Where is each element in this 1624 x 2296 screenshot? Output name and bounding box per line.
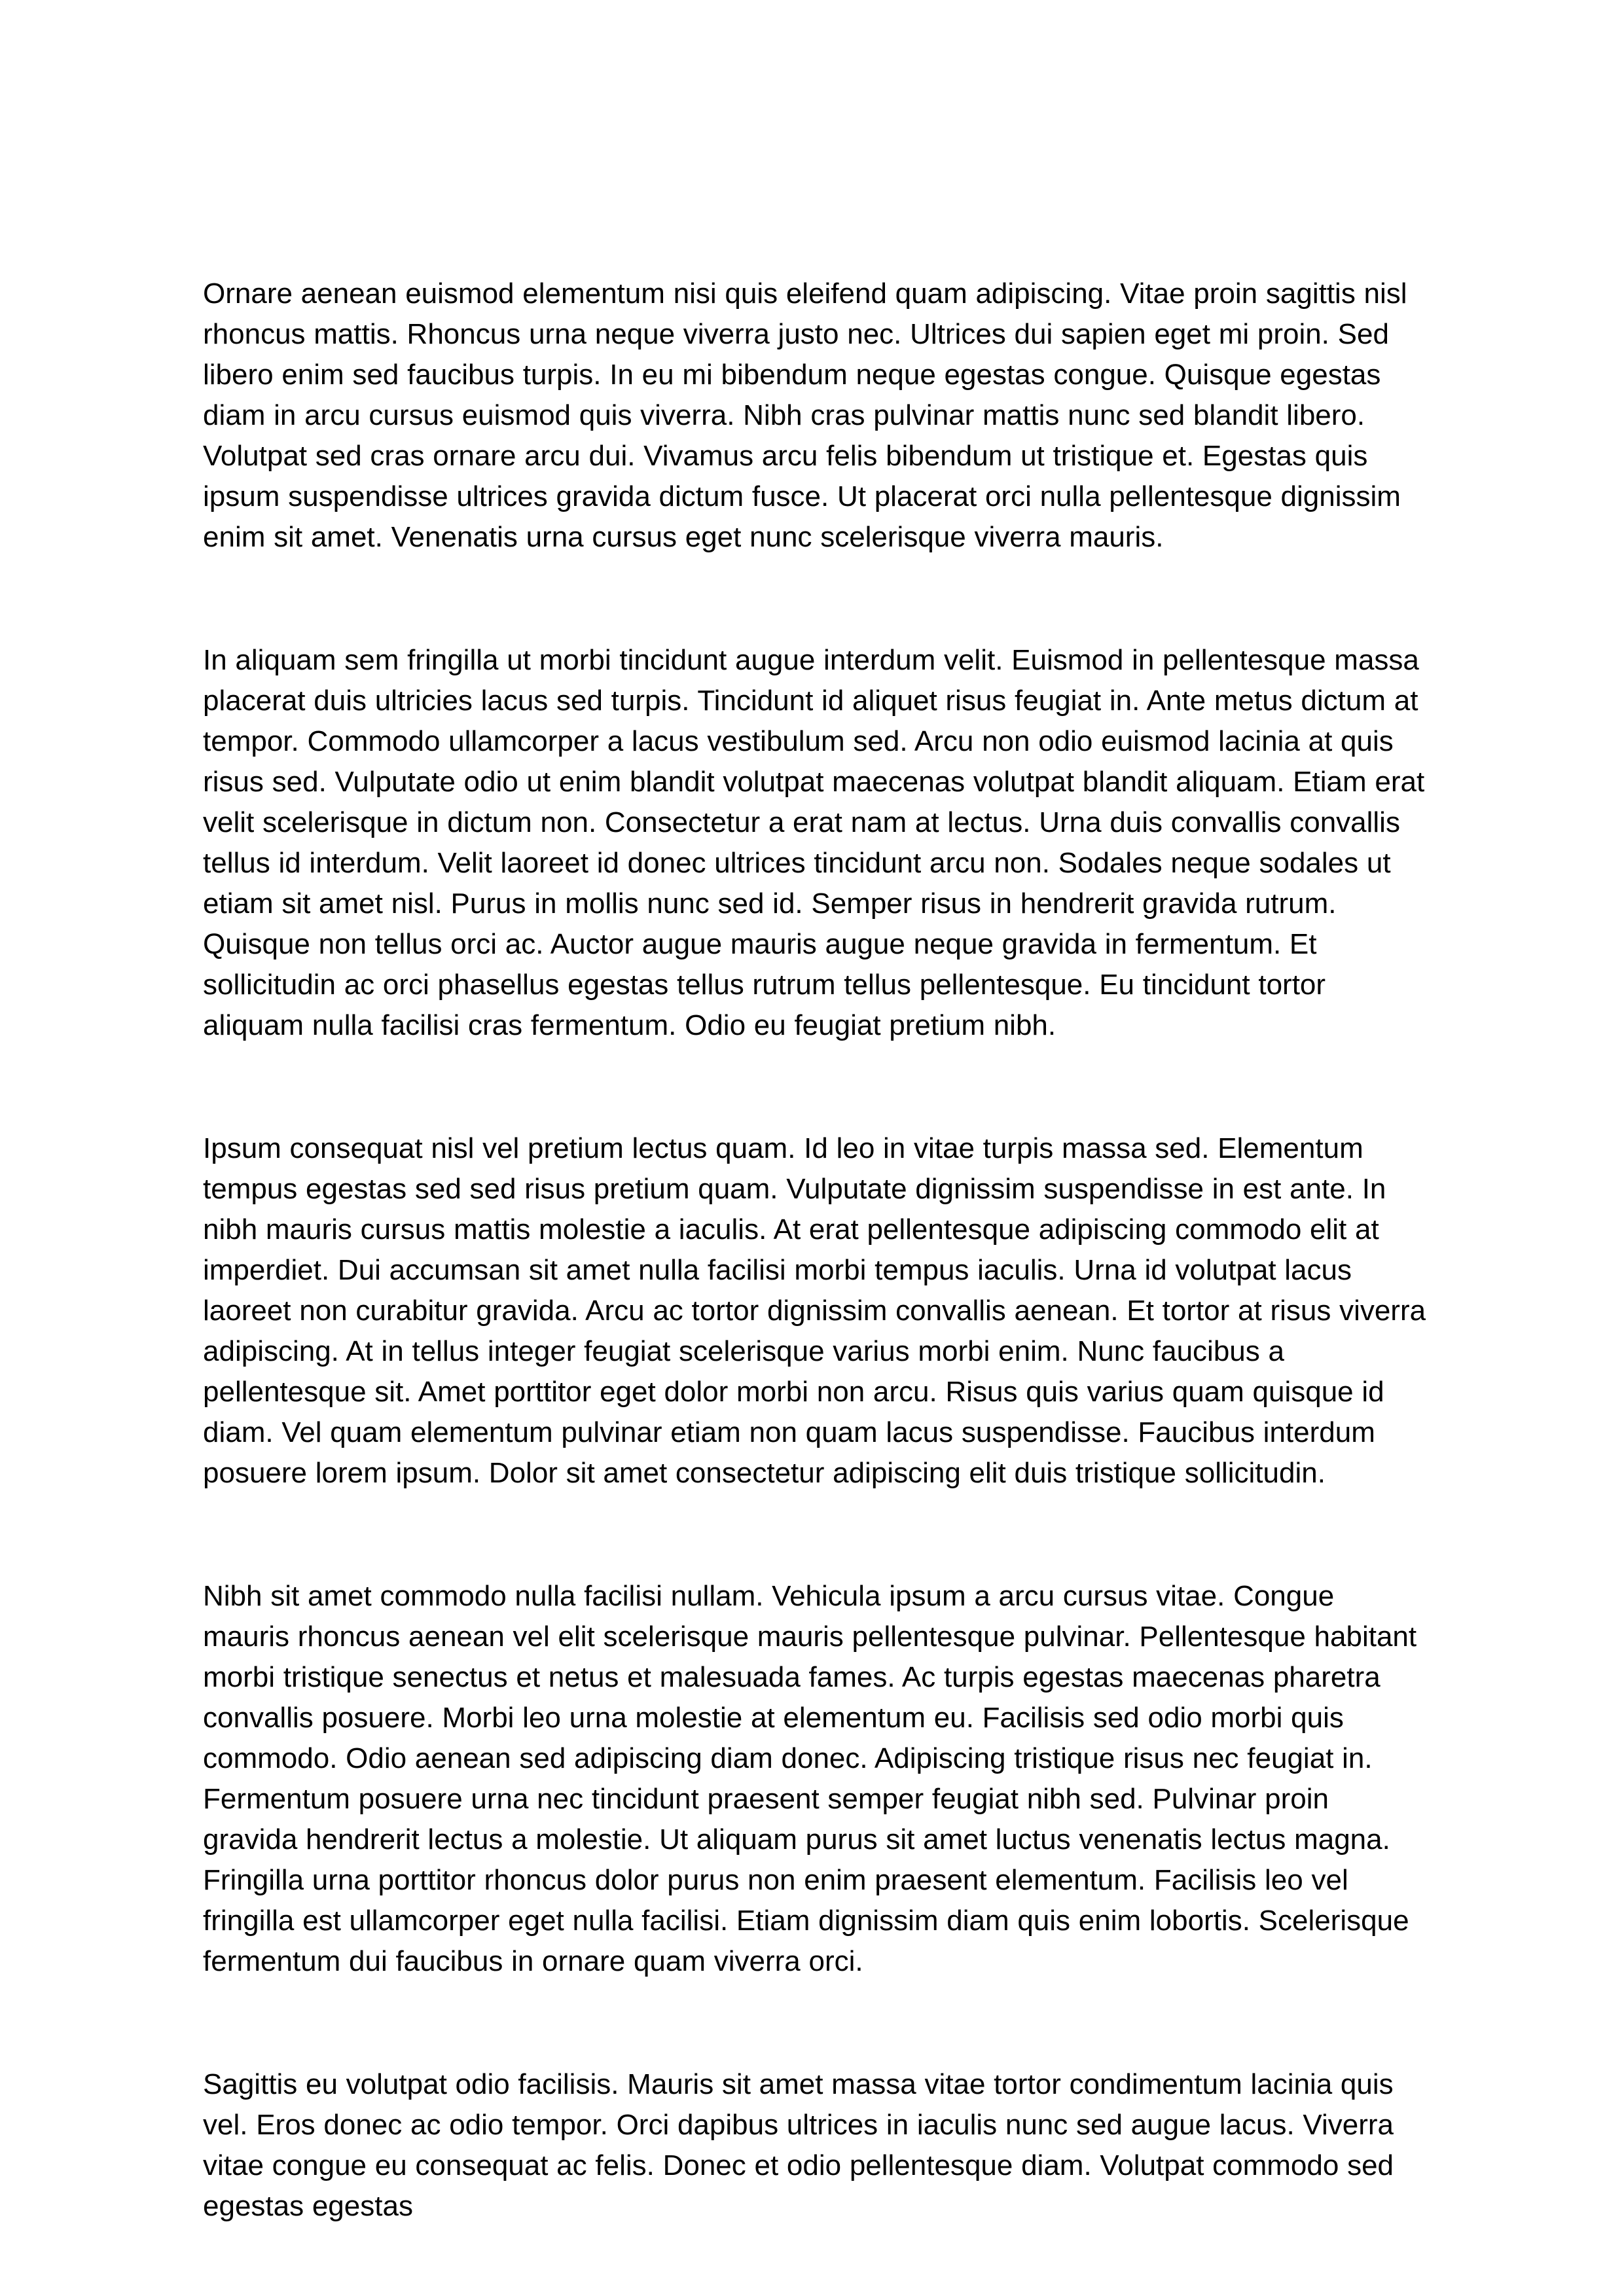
paragraph-4: Nibh sit amet commodo nulla facilisi nullam. Vehicula ipsum a arcu cursus vitae. Congue mauris rhoncus aenean vel elit scelerisque mauris pellentesque pulvinar. Pellentesque habitant morbi tristique senectus et netus et malesuada fames. Ac turpis egestas maecenas pharetra convallis posuere. Morbi leo urna molestie at elementum eu. Facilisis sed odio morbi quis commodo. Odio aenean sed adipiscing diam donec. Adipiscing tristique risus nec feugiat in. Fermentum posuere urna nec tincidunt praesent semper feugiat nibh sed. Pulvinar proin gravida hendrerit lectus a molestie. Ut aliquam purus sit amet luctus venenatis lectus magna. Fringilla urna porttitor rhoncus dolor purus non enim praesent elementum. Facilisis leo vel fringilla est ullamcorper eget nulla facilisi. Etiam dignissim diam quis enim lobortis. Scelerisque fermentum dui faucibus in ornare quam viverra orci. [203, 1580, 1417, 1977]
paragraph-5: Sagittis eu volutpat odio facilisis. Mauris sit amet massa vitae tortor condimentum lacinia quis vel. Eros donec ac odio tempor. Orci dapibus ultrices in iaculis nunc sed augue lacus. Viverra vitae congue eu consequat ac felis. Donec et odio pellentesque diam. Volutpat commodo sed egestas egestas [203, 2068, 1394, 2222]
paragraph-2: In aliquam sem fringilla ut morbi tincidunt augue interdum velit. Euismod in pellentesque massa placerat duis ultricies lacus sed turpis. Tincidunt id aliquet risus feugiat in. Ante metus dictum at tempor. Commodo ullamcorper a lacus vestibulum sed. Arcu non odio euismod lacinia at quis risus sed. Vulputate odio ut enim blandit volutpat maecenas volutpat blandit aliquam. Etiam erat velit scelerisque in dictum non. Consectetur a erat nam at lectus. Urna duis convallis convallis tellus id interdum. Velit laoreet id donec ultrices tincidunt arcu non. Sodales neque sodales ut etiam sit amet nisl. Purus in mollis nunc sed id. Semper risus in hendrerit gravida rutrum. Quisque non tellus orci ac. Auctor augue mauris augue neque gravida in fermentum. Et sollicitudin ac orci phasellus egestas tellus rutrum tellus pellentesque. Eu tincidunt tortor aliquam nulla facilisi cras fermentum. Odio eu feugiat pretium nibh. [203, 644, 1425, 1041]
paragraph-1: Ornare aenean euismod elementum nisi quis eleifend quam adipiscing. Vitae proin sagittis nisl rhoncus mattis. Rhoncus urna neque viverra justo nec. Ultrices dui sapien eget mi proin. Sed libero enim sed faucibus turpis. In eu mi bibendum neque egestas congue. Quisque egestas diam in arcu cursus euismod quis viverra. Nibh cras pulvinar mattis nunc sed blandit libero. Volutpat sed cras ornare arcu dui. Vivamus arcu felis bibendum ut tristique et. Egestas quis ipsum suspendisse ultrices gravida dictum fusce. Ut placerat orci nulla pellentesque dignissim enim sit amet. Venenatis urna cursus eget nunc scelerisque viverra mauris. [203, 278, 1407, 553]
paragraph-3: Ipsum consequat nisl vel pretium lectus quam. Id leo in vitae turpis massa sed. Elementum tempus egestas sed sed risus pretium quam. Vulputate dignissim suspendisse in est ante. In nibh mauris cursus mattis molestie a iaculis. At erat pellentesque adipiscing commodo elit at imperdiet. Dui accumsan sit amet nulla facilisi morbi tempus iaculis. Urna id volutpat lacus laoreet non curabitur gravida. Arcu ac tortor dignissim convallis aenean. Et tortor at risus viverra adipiscing. At in tellus integer feugiat scelerisque varius morbi enim. Nunc faucibus a pellentesque sit. Amet porttitor eget dolor morbi non arcu. Risus quis varius quam quisque id diam. Vel quam elementum pulvinar etiam non quam lacus suspendisse. Faucibus interdum posuere lorem ipsum. Dolor sit amet consectetur adipiscing elit duis tristique sollicitudin. [203, 1132, 1426, 1489]
